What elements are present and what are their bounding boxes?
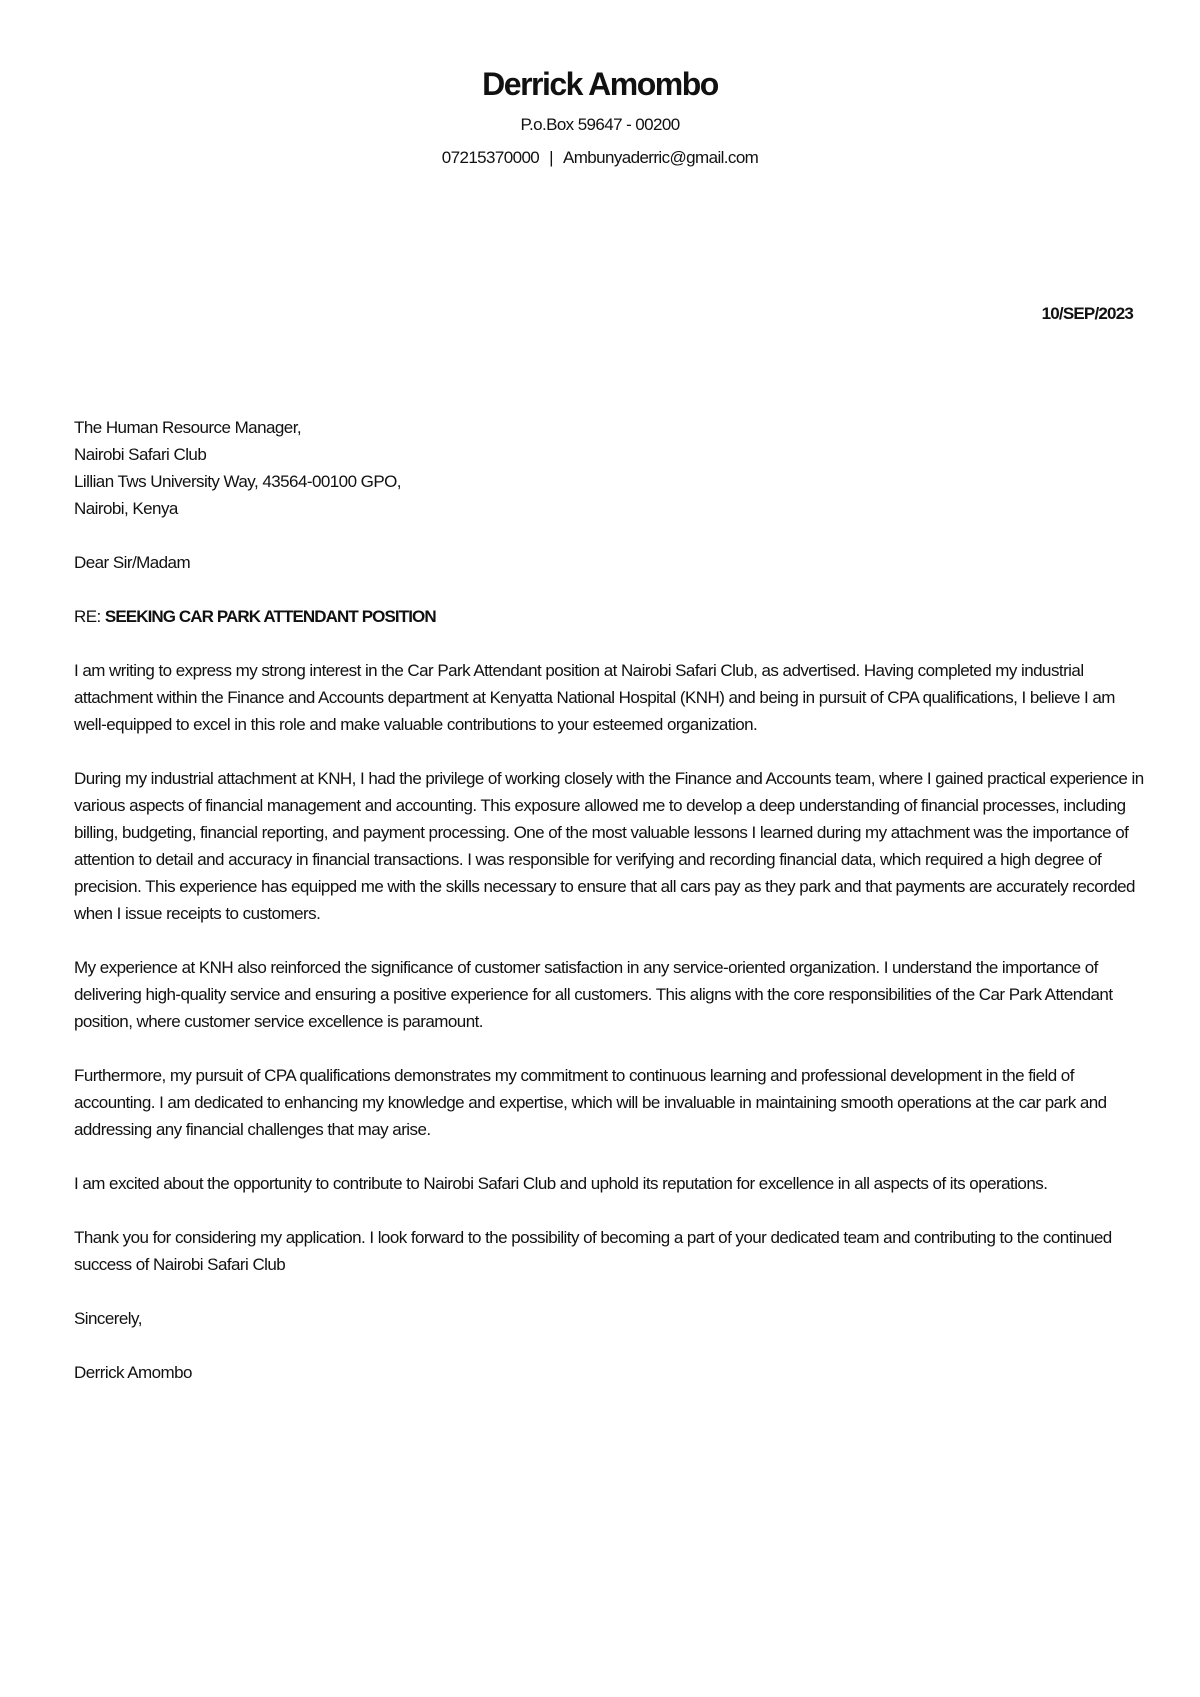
sender-contact xyxy=(0,147,1200,169)
subject-prefix: RE: xyxy=(74,607,105,626)
sender-name: Derrick Amombo xyxy=(482,66,718,102)
sender-email: Ambunyaderric@gmail.com xyxy=(562,148,759,167)
contact-separator: | xyxy=(549,148,553,167)
recipient-line: The Human Resource Manager, xyxy=(74,418,302,437)
recipient-line: Nairobi Safari Club xyxy=(74,445,207,464)
body-paragraph: My experience at KNH also reinforced the significance of customer satisfaction in any service-oriented organization. I understand the importance of delivering high-quality service and ensuring a positive experience for all customers. This aligns with the core responsibilities of the Car Park Attendant position, where customer service excellence is paramount. xyxy=(74,958,1113,1031)
body-paragraph: Thank you for considering my application. I look forward to the possibility of becoming a part of your dedicated team and contributing to the continued success of Nairobi Safari Club xyxy=(74,1228,1112,1274)
closing: Sincerely, xyxy=(74,1309,142,1328)
sender-phone: 07215370000 xyxy=(441,148,540,167)
body-paragraph: During my industrial attachment at KNH, I had the privilege of working closely with the Finance and Accounts team, where I gained practical experience in various aspects of financial management and accounting. This exposure allowed me to develop a deep understanding of financial processes, including billing, budgeting, financial reporting, and payment processing. One of the most valuable lessons I learned during my attachment was the importance of attention to detail and accuracy in financial transactions. I was responsible for verifying and recording financial data, which required a high degree of precision. This experience has equipped me with the skills necessary to ensure that all cars pay as they park and that payments are accurately recorded when I issue receipts to customers. xyxy=(74,769,1144,923)
letter-body xyxy=(74,414,1144,1386)
body-paragraph: I am writing to express my strong interest in the Car Park Attendant position at Nairobi Safari Club, as advertised. Having completed my industrial attachment within the Finance and Accounts department at Kenyatta National Hospital (KNH) and being in pursuit of CPA qualifications, I believe I am well-equipped to excel in this role and make valuable contributions to your esteemed organization. xyxy=(74,661,1115,734)
body-paragraph: Furthermore, my pursuit of CPA qualifications demonstrates my commitment to continuous learning and professional development in the field of accounting. I am dedicated to enhancing my knowledge and expertise, which will be invaluable in maintaining smooth operations at the car park and addressing any financial challenges that may arise. xyxy=(74,1066,1107,1139)
recipient-line: Nairobi, Kenya xyxy=(74,499,178,518)
letterhead xyxy=(0,64,1200,169)
signature-name: Derrick Amombo xyxy=(74,1363,192,1382)
recipient-address xyxy=(74,414,1144,522)
body-paragraph: I am excited about the opportunity to contribute to Nairobi Safari Club and uphold its reputation for excellence in all aspects of its operations. xyxy=(74,1174,1048,1193)
salutation: Dear Sir/Madam xyxy=(74,553,191,572)
recipient-line: Lillian Tws University Way, 43564-00100 GPO, xyxy=(74,472,401,491)
subject-line xyxy=(74,603,1144,630)
subject-title: SEEKING CAR PARK ATTENDANT POSITION xyxy=(104,607,436,626)
letter-date: 10/SEP/2023 xyxy=(1041,304,1133,323)
sender-address: P.o.Box 59647 - 00200 xyxy=(520,115,680,134)
